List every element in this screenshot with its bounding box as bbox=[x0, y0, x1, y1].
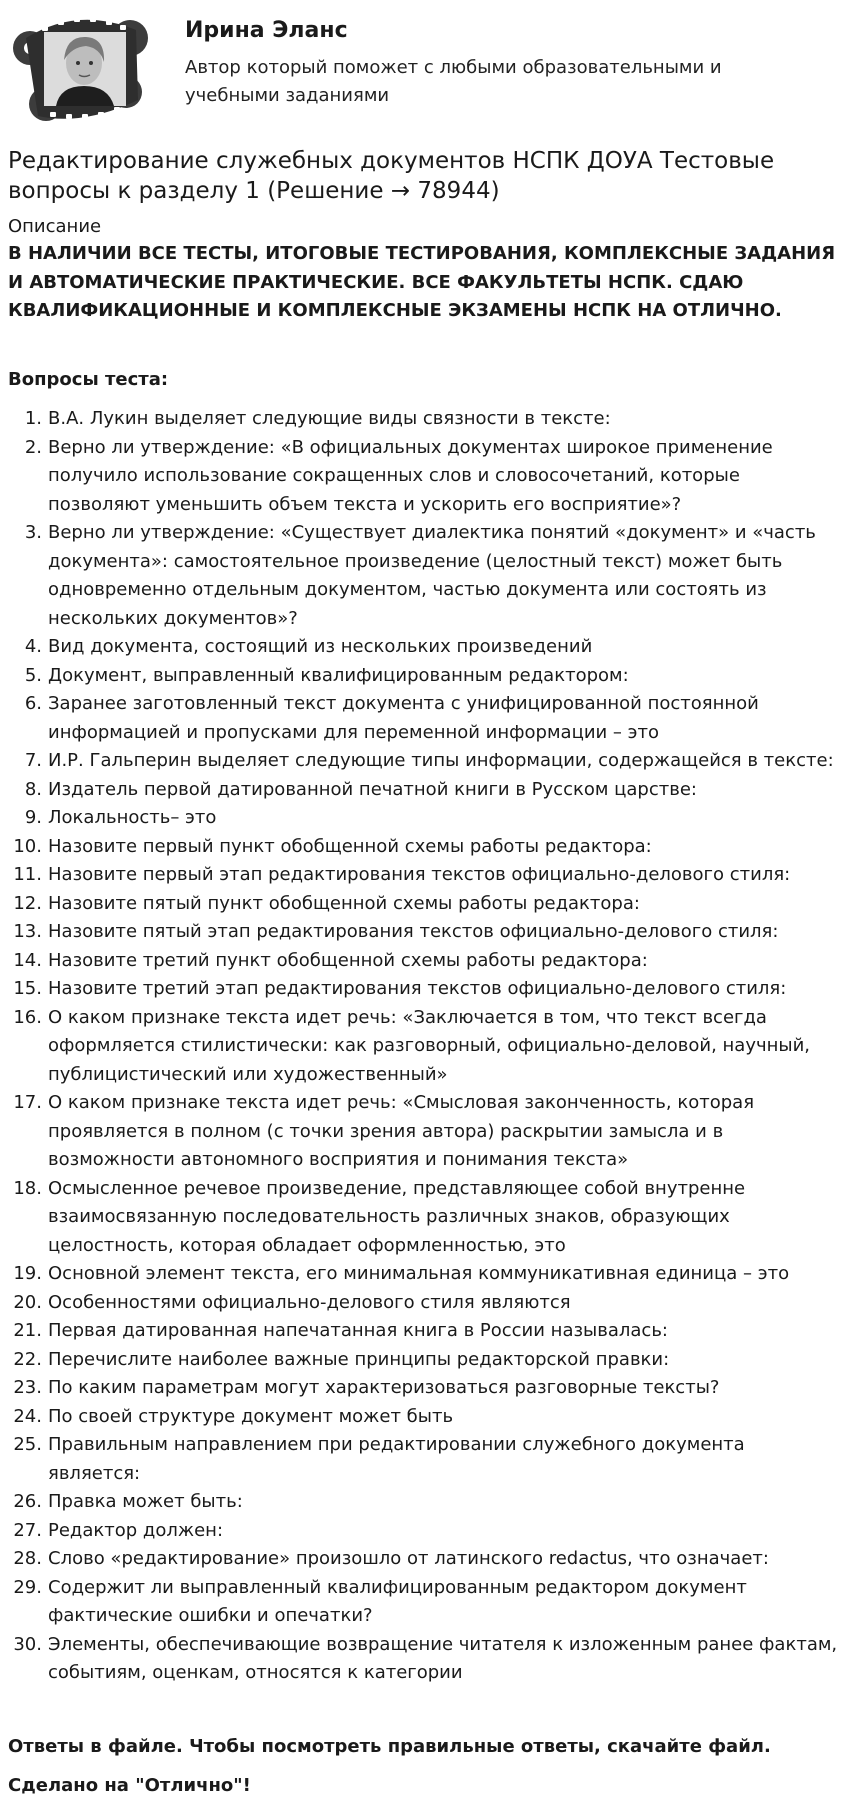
question-number: 11. bbox=[13, 864, 42, 885]
list-item bbox=[0, 405, 840, 434]
question-text: Правка может быть: bbox=[48, 1491, 243, 1512]
list-item bbox=[0, 1631, 840, 1688]
grade-note: Сделано на "Отлично"! bbox=[8, 1775, 251, 1796]
author-description: Автор который поможет с любыми образовательными и учебными заданиями bbox=[185, 57, 722, 106]
avatar[interactable] bbox=[8, 8, 153, 128]
question-number: 30. bbox=[13, 1633, 42, 1655]
list-item bbox=[0, 833, 840, 862]
question-number: 10. bbox=[13, 835, 42, 857]
question-number: 25. bbox=[13, 1434, 42, 1455]
questions-heading: Вопросы теста: bbox=[8, 369, 169, 390]
list-item bbox=[0, 1175, 840, 1261]
author-name[interactable]: Ирина Эланс bbox=[185, 18, 348, 43]
question-number: 1. bbox=[24, 408, 42, 429]
list-item bbox=[0, 690, 840, 747]
list-item bbox=[0, 1004, 840, 1090]
question-text: Локальность– это bbox=[48, 807, 217, 828]
list-item bbox=[0, 947, 840, 976]
list-item bbox=[0, 1574, 840, 1631]
question-number: 23. bbox=[13, 1377, 42, 1398]
question-number: 6. bbox=[24, 693, 42, 714]
list-item bbox=[0, 434, 840, 520]
question-text: Осмысленное речевое произведение, представляющее собой внутренне взаимосвязанную последовательность различных знаков, образующих целостность, которая обладает оформленностью, это bbox=[48, 1177, 746, 1256]
list-item bbox=[0, 804, 840, 833]
question-number: 8. bbox=[24, 778, 42, 800]
question-text: Основной элемент текста, его минимальная коммуникативная единица – это bbox=[48, 1263, 790, 1284]
question-text: Издатель первой датированной печатной книги в Русском царстве: bbox=[48, 778, 697, 800]
question-text: Верно ли утверждение: «В официальных документах широкое применение получило использование сокращенных слов и словосочетаний, которые позволяют уменьшить объем текста и ускорить его восприятие»? bbox=[48, 436, 773, 515]
question-number: 18. bbox=[13, 1177, 42, 1199]
question-text: О каком признаке текста идет речь: «Заключается в том, что текст всегда оформляется стилистически: как разговорный, официально-деловой, научный, публицистический или художественный» bbox=[48, 1006, 811, 1085]
question-text: По своей структуре документ может быть bbox=[48, 1405, 454, 1427]
list-item bbox=[0, 776, 840, 805]
question-number: 12. bbox=[13, 892, 42, 914]
question-text: Назовите третий этап редактирования текстов официально-делового стиля: bbox=[48, 978, 787, 999]
question-text: Назовите первый этап редактирования текстов официально-делового стиля: bbox=[48, 864, 791, 885]
question-text: О каком признаке текста идет речь: «Смысловая законченность, которая проявляется в полном (с точки зрения автора) раскрытии замысла и в возможности автономного восприятия и понимания текста» bbox=[48, 1092, 755, 1170]
question-number: 19. bbox=[13, 1263, 42, 1284]
description-label: Описание bbox=[8, 216, 102, 237]
question-text: И.Р. Гальперин выделяет следующие типы информации, содержащейся в тексте: bbox=[48, 750, 834, 771]
question-number: 4. bbox=[24, 636, 42, 657]
question-number: 14. bbox=[13, 949, 42, 971]
question-number: 16. bbox=[13, 1006, 42, 1028]
question-text: В.А. Лукин выделяет следующие виды связности в тексте: bbox=[48, 408, 611, 429]
list-item bbox=[0, 1317, 840, 1346]
question-number: 21. bbox=[13, 1320, 42, 1341]
list-item bbox=[0, 662, 840, 691]
list-item bbox=[0, 918, 840, 947]
question-text: Документ, выправленный квалифицированным редактором: bbox=[48, 664, 629, 686]
list-item bbox=[0, 890, 840, 919]
question-text: Первая датированная напечатанная книга в России называлась: bbox=[48, 1320, 668, 1341]
question-number: 27. bbox=[13, 1519, 42, 1541]
answers-note: Ответы в файле. Чтобы посмотреть правильные ответы, скачайте файл. bbox=[8, 1736, 771, 1757]
question-text: Назовите третий пункт обобщенной схемы работы редактора: bbox=[48, 949, 648, 971]
list-item bbox=[0, 1260, 840, 1289]
question-text: По каким параметрам могут характеризоваться разговорные тексты? bbox=[48, 1377, 720, 1398]
question-number: 3. bbox=[24, 522, 42, 543]
question-number: 28. bbox=[13, 1548, 42, 1569]
list-item bbox=[0, 1089, 840, 1175]
question-text: Верно ли утверждение: «Существует диалектика понятий «документ» и «часть документа»: самостоятельное произведение (целостный текст) может быть одновременно отдельным документом, частью документа или состоять из нескольких документов»? bbox=[48, 522, 816, 629]
question-text: Назовите пятый этап редактирования текстов официально-делового стиля: bbox=[48, 921, 779, 942]
list-item bbox=[0, 1488, 840, 1517]
question-text: Назовите пятый пункт обобщенной схемы работы редактора: bbox=[48, 892, 640, 914]
question-number: 20. bbox=[13, 1291, 42, 1313]
promo-text: В НАЛИЧИИ ВСЕ ТЕСТЫ, ИТОГОВЫЕ ТЕСТИРОВАНИЯ, КОМПЛЕКСНЫЕ ЗАДАНИЯ И АВТОМАТИЧЕСКИЕ ПРАКТИЧЕСКИЕ. ВСЕ ФАКУЛЬТЕТЫ НСПК. СДАЮ КВАЛИФИКАЦИОННЫЕ И КОМПЛЕКСНЫЕ ЭКЗАМЕНЫ НСПК НА ОТЛИЧНО. bbox=[8, 243, 836, 321]
question-number: 26. bbox=[13, 1491, 42, 1512]
list-item bbox=[0, 1374, 840, 1403]
list-item bbox=[0, 975, 840, 1004]
question-number: 2. bbox=[24, 436, 42, 458]
question-text: Слово «редактирование» произошло от латинского redactus, что означает: bbox=[48, 1548, 769, 1569]
list-item bbox=[0, 1545, 840, 1574]
question-text: Вид документа, состоящий из нескольких произведений bbox=[48, 636, 593, 657]
list-item bbox=[0, 747, 840, 776]
question-number: 17. bbox=[13, 1092, 42, 1113]
question-number: 13. bbox=[13, 921, 42, 942]
question-text: Заранее заготовленный текст документа с унифицированной постоянной информацией и пропусками для переменной информации – это bbox=[48, 693, 759, 743]
question-number: 24. bbox=[13, 1405, 42, 1427]
question-number: 29. bbox=[13, 1576, 42, 1598]
question-number: 5. bbox=[24, 664, 42, 686]
list-item bbox=[0, 861, 840, 890]
list-item bbox=[0, 1289, 840, 1318]
question-number: 9. bbox=[24, 807, 42, 828]
list-item bbox=[0, 1517, 840, 1546]
question-number: 15. bbox=[13, 978, 42, 999]
list-item bbox=[0, 1346, 840, 1375]
list-item bbox=[0, 519, 840, 633]
list-item bbox=[0, 1431, 840, 1488]
question-text: Редактор должен: bbox=[48, 1519, 224, 1541]
question-number: 22. bbox=[13, 1348, 42, 1370]
question-number: 7. bbox=[24, 750, 42, 771]
question-text: Перечислите наиболее важные принципы редакторской правки: bbox=[48, 1348, 670, 1370]
list-item bbox=[0, 633, 840, 662]
author-card bbox=[8, 8, 838, 128]
page-title: Редактирование служебных документов НСПК ДОУА Тестовые вопросы к разделу 1 (Решение → 78944) bbox=[8, 148, 775, 204]
question-text: Особенностями официально-делового стиля являются bbox=[48, 1291, 571, 1313]
question-text: Правильным направлением при редактировании служебного документа является: bbox=[48, 1434, 745, 1484]
questions-list bbox=[0, 405, 840, 1688]
list-item bbox=[0, 1403, 840, 1432]
question-text: Элементы, обеспечивающие возвращение читателя к изложенным ранее фактам, событиям, оценкам, относятся к категории bbox=[48, 1633, 838, 1683]
question-text: Назовите первый пункт обобщенной схемы работы редактора: bbox=[48, 835, 652, 857]
question-text: Содержит ли выправленный квалифицированным редактором документ фактические ошибки и опечатки? bbox=[48, 1576, 747, 1626]
film-reel-portrait-icon bbox=[8, 8, 153, 128]
